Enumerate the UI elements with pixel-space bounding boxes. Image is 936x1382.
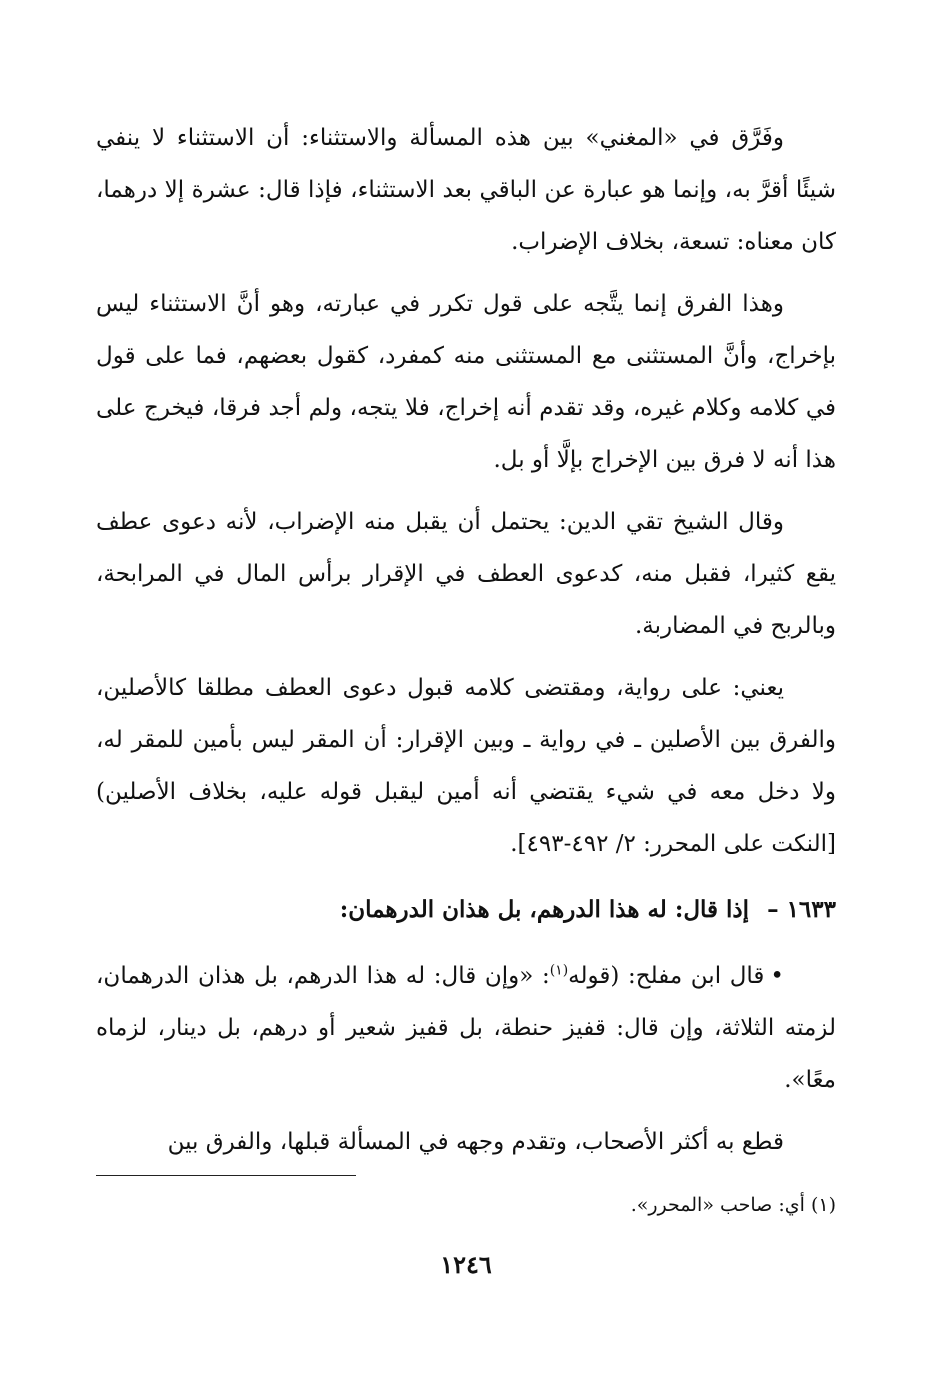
section-heading — [96, 884, 836, 936]
paragraph-3: وقال الشيخ تقي الدين: يحتمل أن يقبل منه الإضراب، لأنه دعوى عطف يقع كثيرا، فقبل منه، كدعوى العطف في الإقرار برأس المال في المرابحة، وبالربح في المضاربة. — [96, 509, 836, 639]
paragraph-4: يعني: على رواية، ومقتضى كلامه قبول دعوى العطف مطلقا كالأصلين، والفرق بين الأصلين ـ في رواية ـ وبين الإقرار: أن المقر ليس بأمين للمقر له، ولا دخل معه في شيء يقتضي أنه أمين ليقبل قوله عليه، بخلاف الأصلين) [النكت على المحرر: ٢/ ٤٩٢-٤٩٣]. — [96, 675, 836, 857]
footnote-divider — [96, 1175, 356, 1176]
bullet-text-before: قال ابن مفلح: (قوله — [568, 963, 765, 989]
bullet-icon: • — [770, 963, 784, 989]
footnote: (١) أي: صاحب «المحرر». — [630, 1194, 836, 1216]
paragraph-last: قطع به أكثر الأصحاب، وتقدم وجهه في المسألة قبلها، والفرق بين — [167, 1129, 784, 1155]
footnote-reference[interactable]: (١) — [549, 962, 569, 979]
bullet-paragraph — [96, 950, 836, 1106]
paragraph-2: وهذا الفرق إنما يتَّجه على قول تكرر في عبارته، وهو أنَّ الاستثناء ليس بإخراج، وأنَّ المستثنى مع المستثنى منه كمفرد، كقول بعضهم، فما على قول في كلامه وكلام غيره، وقد تقدم أنه إخراج، فلا يتجه، ولم أجد فرقا، فيخرج على هذا أنه لا فرق بين الإخراج بإلَّا أو بل. — [96, 291, 836, 473]
page-number: ١٢٤٦ — [440, 1250, 492, 1279]
paragraph-1: وفَرَّق في «المغني» بين هذه المسألة والاستثناء: أن الاستثناء لا ينفي شيئًا أقرَّ به، وإنما هو عبارة عن الباقي بعد الاستثناء، فإذا قال: عشرة إلا درهما، كان معناه: تسعة، بخلاف الإضراب. — [96, 125, 836, 255]
section-number: ١٦٣٣ – — [767, 896, 836, 923]
bullet-text-after: : «وإن قال: له هذا الدرهم، بل هذان الدرهمان، لزمته الثلاثة، وإن قال: قفيز حنطة، بل قفيز شعير أو درهم، بل دينار، لزماه معًا». — [96, 963, 836, 1093]
section-title: إذا قال: له هذا الدرهم، بل هذان الدرهمان: — [339, 896, 750, 923]
book-page — [96, 112, 836, 1279]
